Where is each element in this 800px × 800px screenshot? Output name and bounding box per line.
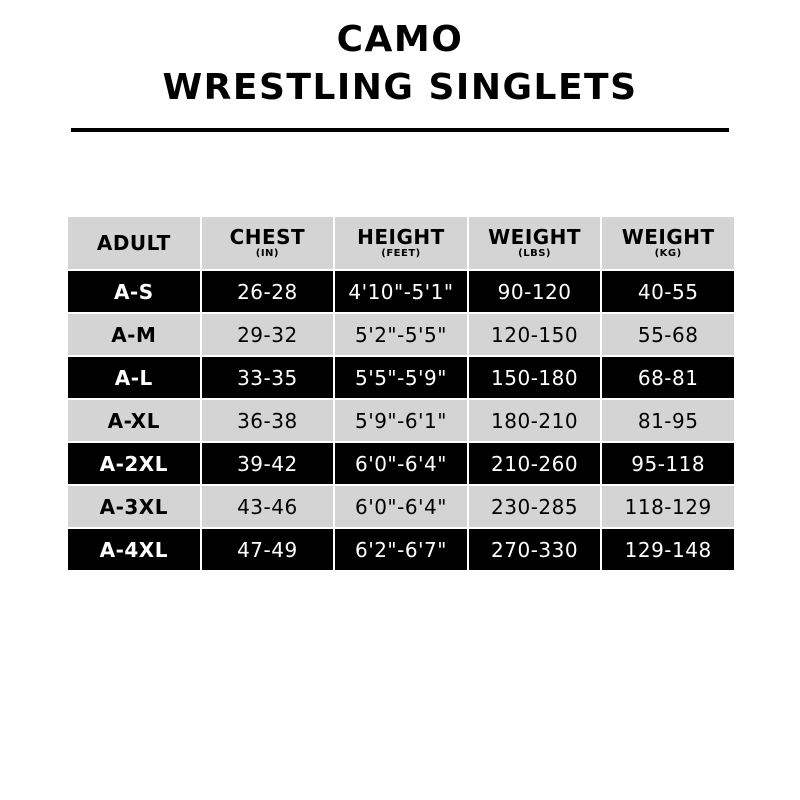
size-cell: A-4XL (67, 528, 201, 571)
weight-kg-cell: 129-148 (601, 528, 735, 571)
weight-kg-cell: 40-55 (601, 270, 735, 313)
header-height: HEIGHT (FEET) (334, 216, 468, 270)
weight-lbs-cell: 150-180 (468, 356, 602, 399)
size-cell: A-L (67, 356, 201, 399)
height-cell: 5'5"-5'9" (334, 356, 468, 399)
chest-cell: 39-42 (201, 442, 335, 485)
weight-kg-cell: 118-129 (601, 485, 735, 528)
header-weight-kg: WEIGHT (KG) (601, 216, 735, 270)
size-cell: A-M (67, 313, 201, 356)
size-chart-table (66, 215, 736, 572)
weight-lbs-cell: 90-120 (468, 270, 602, 313)
weight-kg-cell: 68-81 (601, 356, 735, 399)
chest-cell: 33-35 (201, 356, 335, 399)
chest-cell: 29-32 (201, 313, 335, 356)
header-weight-lbs: WEIGHT (LBS) (468, 216, 602, 270)
size-cell: A-XL (67, 399, 201, 442)
weight-lbs-cell: 120-150 (468, 313, 602, 356)
weight-lbs-cell: 180-210 (468, 399, 602, 442)
size-cell: A-S (67, 270, 201, 313)
table-row (67, 442, 735, 485)
weight-kg-cell: 81-95 (601, 399, 735, 442)
chest-cell: 47-49 (201, 528, 335, 571)
height-cell: 5'9"-6'1" (334, 399, 468, 442)
header-adult: ADULT (67, 216, 201, 270)
chest-cell: 43-46 (201, 485, 335, 528)
size-cell: A-2XL (67, 442, 201, 485)
table-row (67, 270, 735, 313)
chest-cell: 26-28 (201, 270, 335, 313)
weight-kg-cell: 95-118 (601, 442, 735, 485)
table-row (67, 356, 735, 399)
height-cell: 4'10"-5'1" (334, 270, 468, 313)
height-cell: 6'0"-6'4" (334, 485, 468, 528)
weight-lbs-cell: 230-285 (468, 485, 602, 528)
table-row (67, 528, 735, 571)
table-row (67, 399, 735, 442)
height-cell: 6'2"-6'7" (334, 528, 468, 571)
chest-cell: 36-38 (201, 399, 335, 442)
size-cell: A-3XL (67, 485, 201, 528)
weight-kg-cell: 55-68 (601, 313, 735, 356)
weight-lbs-cell: 270-330 (468, 528, 602, 571)
title-divider (71, 128, 729, 132)
table-header-row (67, 216, 735, 270)
table-row (67, 313, 735, 356)
header-chest: CHEST (IN) (201, 216, 335, 270)
height-cell: 5'2"-5'5" (334, 313, 468, 356)
title-line-2: WRESTLING SINGLETS (162, 67, 638, 108)
height-cell: 6'0"-6'4" (334, 442, 468, 485)
weight-lbs-cell: 210-260 (468, 442, 602, 485)
title-line-1: CAMO (336, 19, 464, 60)
table-row (67, 485, 735, 528)
